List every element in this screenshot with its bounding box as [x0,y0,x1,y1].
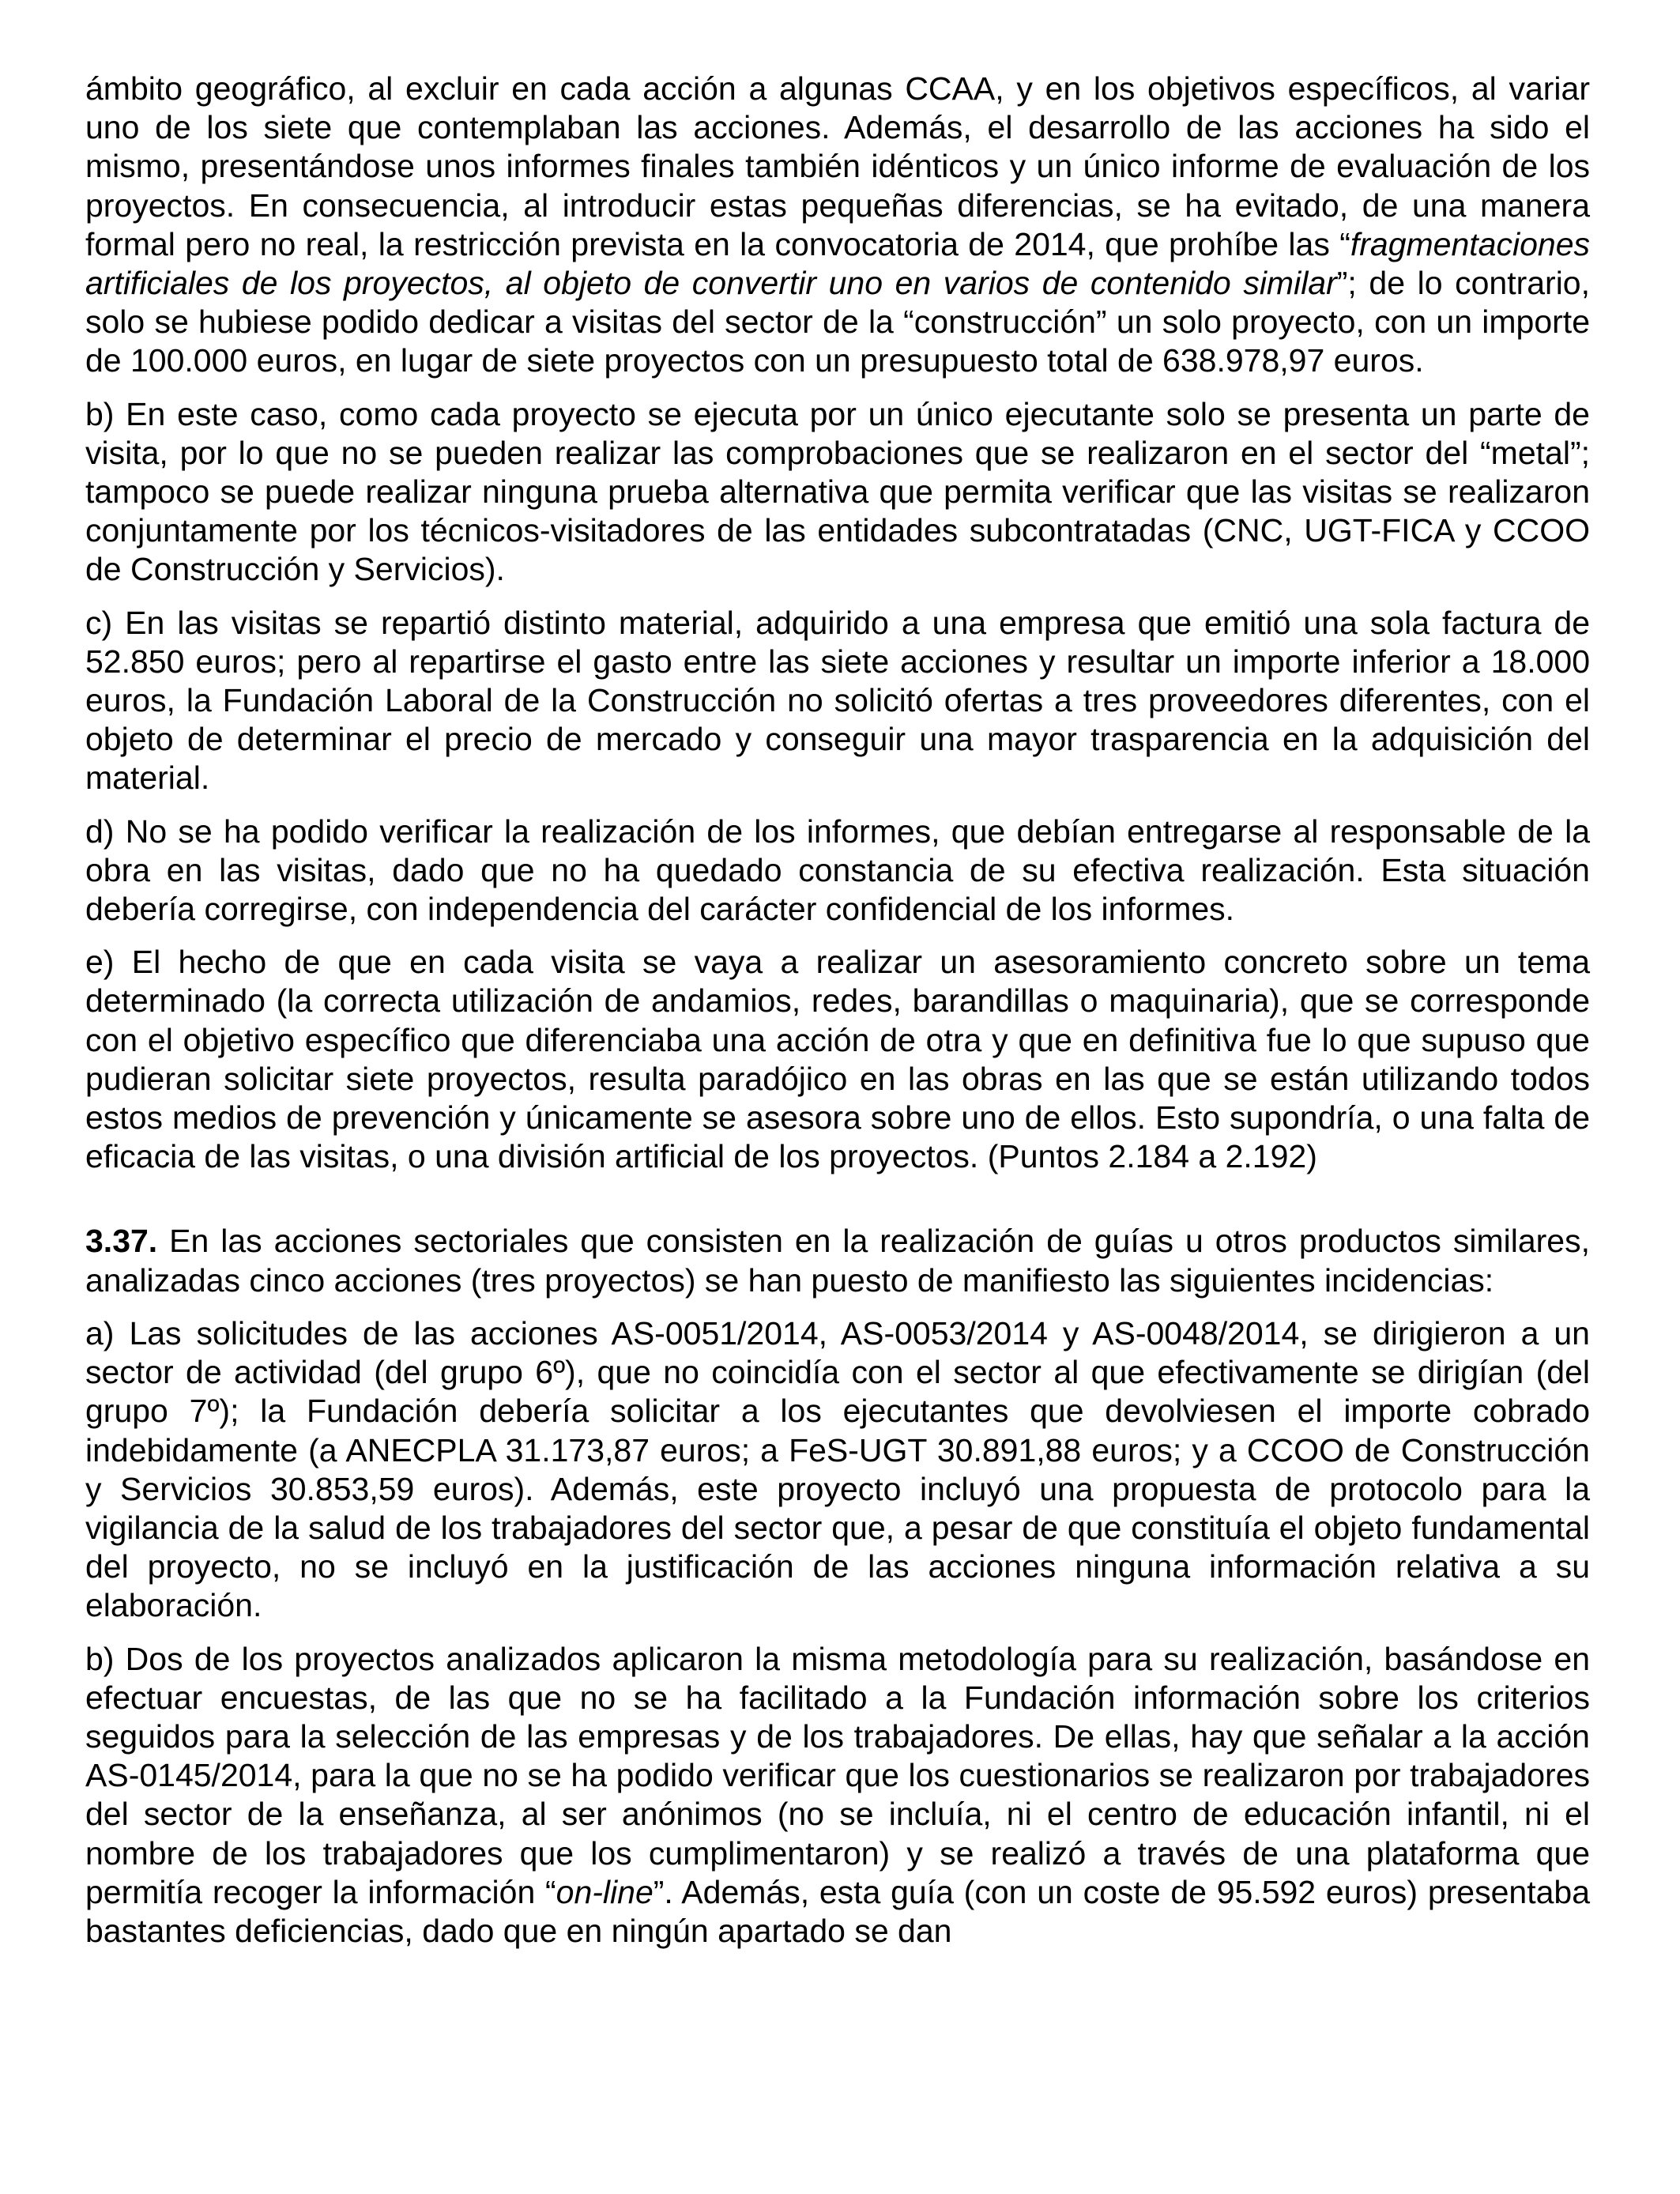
quoted-italic-text: fragmentaciones artificiales de los proyectos, al objeto de convertir uno en varios de contenido similar [85,225,1590,302]
text-segment: b) En este caso, como cada proyecto se ejecuta por un único ejecutante solo se presenta un parte de visita, por lo que no se pueden realizar las comprobaciones que se realizaron en el sector del “metal”; tampoco se puede realizar ninguna prueba alternativa que permita verificar que las visitas se realizaron conjuntamente por los técnicos-visitadores de las entidades subcontratadas (CNC, UGT-FICA y CCOO de Construcción y Servicios). [85,395,1590,588]
text-segment: c) En las visitas se repartió distinto material, adquirido a una empresa que emitió una sola factura de 52.850 euros; pero al repartirse el gasto entre las siete acciones y resultar un importe inferior a 18.000 euros, la Fundación Laboral de la Construcción no solicitó ofertas a tres proveedores diferentes, con el objeto de determinar el precio de mercado y conseguir una mayor trasparencia en la adquisición del material. [85,604,1590,797]
text-segment: e) El hecho de que en cada visita se vaya a realizar un asesoramiento concreto sobre un tema determinado (la correcta utilización de andamios, redes, barandillas o maquinaria), que se corresponde con el objetivo específico que diferenciaba una acción de otra y que en definitiva fue lo que supuso que pudieran solicitar siete proyectos, resulta paradójico en las obras en las que se están utilizando todos estos medios de prevención y únicamente se asesora sobre uno de ellos. Esto supondría, o una falta de eficacia de las visitas, o una división artificial de los proyectos. (Puntos 2.184 a 2.192) [85,944,1590,1175]
text-segment: ámbito geográfico, al excluir en cada acción a algunas CCAA, y en los objetivos específicos, al variar uno de los siete que contemplaban las acciones. Además, el desarrollo de las acciones ha sido el mismo, presentándose unos informes finales también idénticos y un único informe de evaluación de los proyectos. En consecuencia, al introducir estas pequeñas diferencias, se ha evitado, de una manera formal pero no real, la restricción prevista en la convocatoria de 2014, que prohíbe las “ [85,70,1590,262]
paragraph-section-3-37 [85,1222,1590,1299]
paragraph-item-b-visits [85,395,1590,590]
text-segment: d) No se ha podido verificar la realización de los informes, que debían entregarse al responsable de la obra en las visitas, dado que no ha quedado constancia de su efectiva realización. Esta situación debería corregirse, con independencia del carácter confidencial de los informes. [85,812,1590,928]
paragraph-item-a-requests [85,1314,1590,1626]
text-segment: ”; de lo contrario, solo se hubiese podido dedicar a visitas del sector de la “construcción” un solo proyecto, con un importe de 100.000 euros, en lugar de siete proyectos con un presupuesto total de 638.978,97 euros. [85,265,1590,379]
paragraph-intro-continuation [85,70,1590,381]
text-segment: ”. Además, esta guía (con un coste de 95.592 euros) presentaba bastantes deficiencias, dado que en ningún apartado se dan [85,1873,1590,1949]
paragraph-item-e-advice [85,943,1590,1176]
text-segment: b) Dos de los proyectos analizados aplicaron la misma metodología para su realización, basándose en efectuar encuestas, de las que no se ha facilitado a la Fundación información sobre los criterios seguidos para la selección de las empresas y de los trabajadores. De ellas, hay que señalar a la acción AS-0145/2014, para la que no se ha podido verificar que los cuestionarios se realizaron por trabajadores del sector de la enseñanza, al ser anónimos (no se incluía, ni el centro de educación infantil, ni el nombre de los trabajadores que los cumplimentaron) y se realizó a través de una plataforma que permitía recoger la información “ [85,1640,1590,1910]
italic-term: on-line [556,1873,654,1910]
paragraph-item-d-reports [85,812,1590,929]
section-number: 3.37. [85,1223,158,1260]
paragraph-item-c-material [85,604,1590,798]
text-segment: a) Las solicitudes de las acciones AS-0051/2014, AS-0053/2014 y AS-0048/2014, se dirigieron a un sector de actividad (del grupo 6º), que no coincidía con el sector al que efectivamente se dirigían (del grupo 7º); la Fundación debería solicitar a los ejecutantes que devolviesen el importe cobrado indebidamente (a ANECPLA 31.173,87 euros; a FeS-UGT 30.891,88 euros; y a CCOO de Construcción y Servicios 30.853,59 euros). Además, este proyecto incluyó una propuesta de protocolo para la vigilancia de la salud de los trabajadores del sector que, a pesar de que constituía el objeto fundamental del proyecto, no se incluyó en la justificación de las acciones ninguna información relativa a su elaboración. [85,1314,1590,1624]
paragraph-item-b-surveys [85,1640,1590,1951]
document-body [85,70,1590,1965]
text-segment: En las acciones sectoriales que consisten en la realización de guías u otros productos similares, analizadas cinco acciones (tres proyectos) se han puesto de manifiesto las siguientes incidencias: [85,1223,1590,1299]
